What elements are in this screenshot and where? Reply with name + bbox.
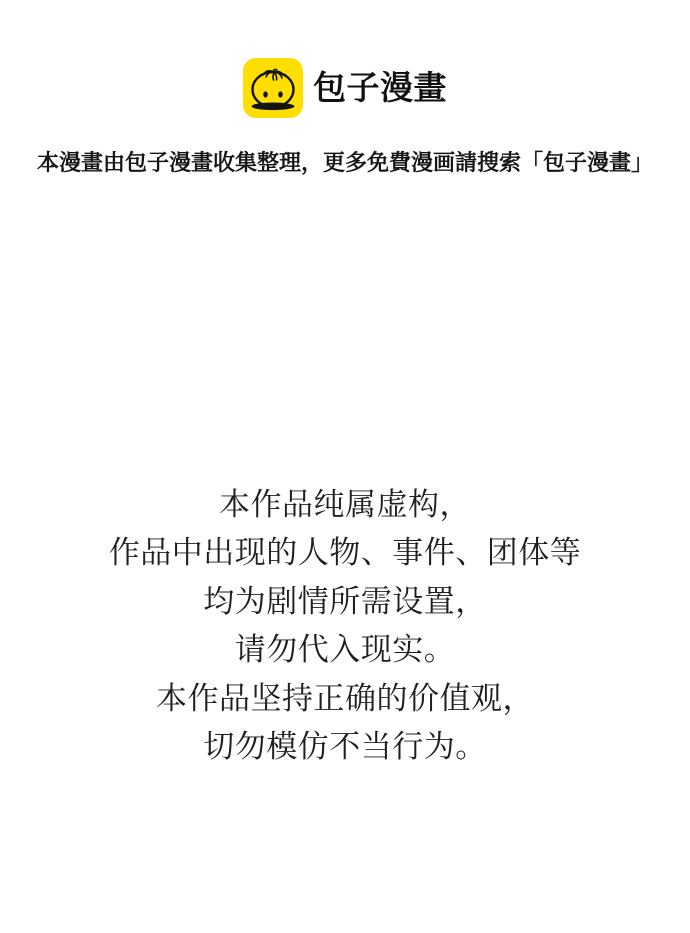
brand-title: 包子漫畫	[313, 69, 447, 106]
disclaimer-line: 本作品纯属虚构，	[219, 487, 471, 522]
disclaimer-line: 请勿代入现实。	[234, 632, 456, 668]
disclaimer-line: 均为剧情所需设置，	[203, 583, 487, 619]
brand-header	[0, 58, 690, 118]
baozi-bun-face-icon	[243, 58, 303, 118]
disclaimer-line: 切勿模仿不当行为。	[203, 729, 487, 765]
disclaimer-block	[0, 481, 690, 771]
disclaimer-line: 作品中出现的人物、事件、团体等	[108, 535, 582, 571]
collection-notice-text: 本漫畫由包子漫畫收集整理，更多免費漫画請搜索「包子漫畫」	[36, 150, 653, 175]
disclaimer-line: 本作品坚持正确的价值观，	[156, 680, 534, 716]
